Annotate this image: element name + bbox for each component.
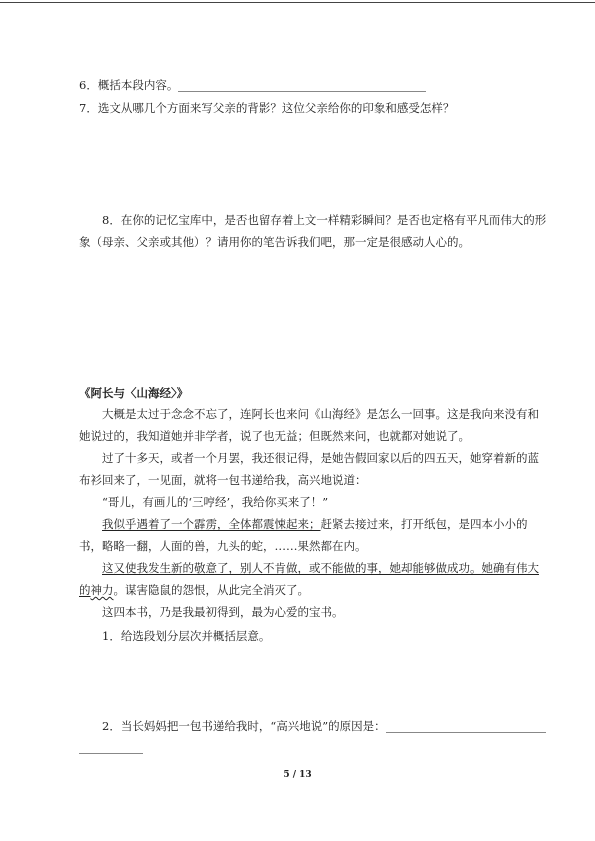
paragraph-5-rest: 。谋害隐鼠的怨恨，从此完全消灭了。 [113, 583, 309, 597]
question-8-line-2: 象（母亲、父亲或其他）？请用你的笔告诉我们吧，那一定是很感动人心的。 [79, 235, 470, 249]
answer-line-6[interactable] [178, 80, 426, 92]
passage-paragraph-5 [79, 557, 539, 601]
paragraph-4-rest: 赶紧去接过来，打开纸包，是四本小小的书，略略一翻，人面的兽，九头的蛇，……果然都在内。 [79, 517, 528, 553]
passage-title: 《阿长与〈山海经〉》 [79, 386, 189, 400]
passage-paragraph-3: “哥儿，有画儿的‘三哼经’，我给你买来了！” [102, 495, 329, 509]
passage-paragraph-2: 过了十多天，或者一个月罢，我还很记得，是她告假回家以后的四五天，她穿着新的蓝布衫回来了，一见面，就将一包书递给我，高兴地说道： [79, 451, 539, 487]
passage-paragraph-4 [79, 513, 539, 557]
answer-line-2b[interactable] [79, 742, 143, 754]
question-2-continuation [79, 740, 143, 754]
question-6-text: 6．概括本段内容。 [79, 78, 179, 92]
question-2 [102, 719, 546, 733]
passage-paragraph-1: 大概是太过于念念不忘了，连阿长也来问《山海经》是怎么一回事。这是我向来没有和她说过的，我知道她并非学者，说了也无益；但既然来问，也就都对她说了。 [79, 407, 539, 443]
passage-paragraph-6: 这四本书，乃是我最初得到，最为心爱的宝书。 [102, 605, 344, 619]
question-7: 7．选文从哪几个方面来写父亲的背影？这位父亲给你的印象和感受怎样？ [79, 101, 455, 115]
question-2-text: 2．当长妈妈把一包书递给我时，“高兴地说”的原因是： [102, 719, 386, 733]
wavy-underlined-word: 神力 [90, 583, 114, 597]
question-6 [79, 78, 426, 92]
question-1: 1．给选段划分层次并概括层意。 [102, 629, 271, 643]
page-number: 5 / 13 [283, 770, 312, 780]
underlined-sentence-2: 这又使我发生新的敬意了，别人不肯做，或不能做的事，她却能够做成功。她确有伟大的 [79, 561, 539, 597]
header-rule [0, 2, 595, 3]
underlined-sentence-1: 我似乎遇着了一个霹雳，全体都震悚起来； [102, 517, 321, 531]
question-8-line-1: 8．在你的记忆宝库中，是否也留存着上文一样精彩瞬间？是否也定格有平凡而伟大的形 [102, 213, 547, 227]
answer-line-2a[interactable] [386, 721, 546, 733]
